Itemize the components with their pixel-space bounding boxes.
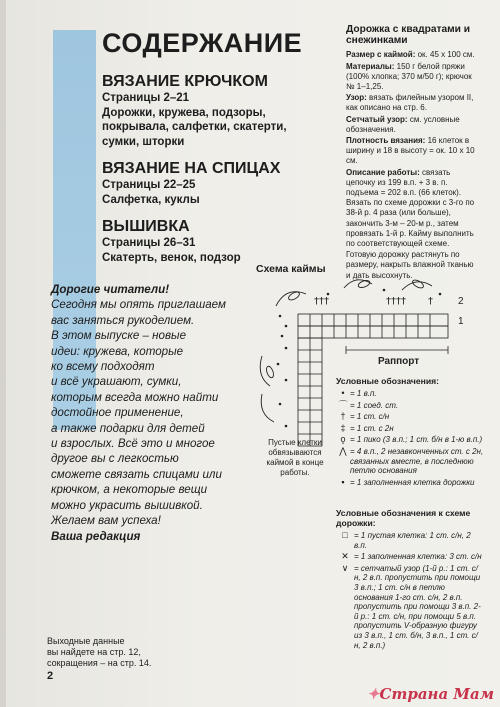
filled-cross-icon: ✕	[341, 551, 349, 562]
greeting-signature: Ваша редакция	[51, 529, 141, 543]
legend-text: = 1 в.п.	[350, 389, 377, 398]
row-label-2: 2	[458, 296, 464, 307]
article-mesh: Сетчатый узор: см. условные обозначения.	[346, 114, 460, 134]
greeting-line: Желаем вам успеха!	[51, 514, 161, 528]
article-materials: Материалы: 150 г белой пряжи (100% хлопка; 370 м/50 г); крючок № 1–1,25.	[346, 61, 472, 92]
greeting-line: и взрослых. Всё это и многое	[51, 437, 215, 451]
legend-text: = 1 ст. с/н	[350, 412, 390, 422]
editorial-greeting	[51, 282, 251, 544]
watermark-star-icon: ✦	[366, 685, 380, 703]
legend-row	[336, 389, 484, 399]
legend-row	[336, 401, 484, 411]
greeting-line: идеи: кружева, которые	[51, 344, 184, 358]
stitch-mark: †††	[314, 296, 329, 307]
page-number: 2	[47, 670, 54, 682]
rapport-label: Раппорт	[378, 356, 420, 367]
imprint-line: сокращения – на стр. 14.	[47, 658, 152, 668]
toc-heading: ВЫШИВКА	[102, 218, 190, 235]
toc-pages: Страницы 26–31	[102, 237, 196, 249]
mesh-pattern-icon: ∨	[341, 562, 349, 573]
greeting-line: В этом выпуске – новые	[51, 329, 187, 343]
legend-text: = сетчатый узор (1-й р.: 1 ст. с/н, 2 в.п. пропустить при помощи 3 в.п.; 1 ст. с/н в петлю основания 1-го ст. с/н, 2 в.п. пропустить при помощи 3 в.п. 2-й р.: 1 ст. с/н, при помощи 5 в.п. пропустить V-образную фигуру из 3 в.п., 1 ст. б/н, 3 в.п., 1 ст. с/н, 2 в.п.)	[354, 563, 481, 650]
schema-title: Схема каймы	[256, 263, 326, 275]
greeting-line: вас заняться рукоделием.	[51, 313, 195, 327]
picot-icon: ǫ	[340, 434, 346, 445]
article-pattern: Узор: вязать филейным узором II, как описано на стр. 6.	[346, 93, 474, 113]
greeting-line: можно украсить вышивкой.	[51, 498, 203, 512]
toc-items: Дорожки, кружева, подзоры, покрывала, салфетки, скатерти, сумки, шторки	[102, 106, 287, 148]
row-label-1: 1	[458, 316, 464, 327]
imprint-line: Выходные данные	[47, 636, 125, 646]
toc-section-crochet	[102, 73, 324, 149]
article-title: Дорожка с квадратами и снежинками	[346, 24, 471, 47]
legend-title: Условные обозначения:	[336, 376, 439, 386]
legend-text: = 1 заполненная клетка дорожки	[350, 477, 475, 487]
article-description: Описание работы: связать цепочку из 199 в.п. + 3 в. п. подъема = 202 в.п. (66 клеток). Вязать по схеме дорожки с 3-го по 38-й р. 4 раза (или больше), закончить 3-м – 20-м р., затем провязать 1-й р. Кайму выполнить по соответствующей схеме.	[346, 167, 475, 249]
toc-items: Салфетка, куклы	[102, 193, 200, 206]
legend-row	[336, 424, 484, 434]
legend-row	[336, 531, 484, 550]
schema-side-note: Пустые клетки обвязываются каймой в конце работы.	[266, 438, 324, 477]
legend-text: = 1 пустая клетка: 1 ст. с/н, 2 в.п.	[354, 531, 471, 550]
stitch-mark: ††††	[386, 296, 406, 307]
greeting-line: крючком, а некоторые вещи	[51, 483, 208, 497]
toc-section-embroidery	[102, 218, 324, 265]
legend-row	[336, 552, 484, 562]
legend-text: = 1 ст. с 2н	[350, 423, 394, 433]
page-title: СОДЕРЖАНИЕ	[102, 28, 303, 58]
greeting-line: сможете связать спицами или	[51, 467, 222, 481]
cluster-icon: ⋀	[339, 445, 347, 456]
imprint-note	[47, 636, 217, 669]
slip-stitch-icon: ⌒	[338, 399, 348, 410]
toc-items: Скатерть, венок, подзор	[102, 251, 241, 264]
table-of-contents	[102, 28, 324, 276]
toc-heading: ВЯЗАНИЕ КРЮЧКОМ	[102, 73, 268, 90]
legend-row	[336, 478, 484, 488]
legend-row	[336, 435, 484, 445]
greeting-line: которым всегда можно найти	[51, 390, 219, 404]
legend-row	[336, 564, 484, 650]
legend-text: = 1 пико (3 в.п.; 1 ст. б/н в 1-ю в.п.)	[350, 435, 483, 445]
legend-text: = 4 в.п., 2 незавконченных ст. с 2н, связанных вместе, в последнюю петлю основания	[350, 446, 484, 476]
legend-border	[336, 376, 484, 489]
greeting-line: и всё украшают, сумки,	[51, 375, 182, 389]
greeting-line: а также подарки для детей	[51, 421, 205, 435]
article-column	[346, 24, 480, 282]
toc-pages: Страницы 22–25	[102, 179, 196, 191]
legend-runner	[336, 508, 484, 652]
greeting-line: достойное применение,	[51, 406, 184, 420]
legend-text: = 1 заполненная клетка: 3 ст. с/н	[354, 552, 482, 562]
page-edge	[0, 0, 6, 707]
legend-row	[336, 447, 484, 476]
article-size: Размер с каймой: ок. 45 х 100 см.	[346, 50, 475, 60]
greeting-line: ко всему подходят	[51, 360, 155, 374]
imprint-line: вы найдете на стр. 12,	[47, 647, 141, 657]
dot-icon: •	[341, 388, 345, 398]
watermark-logo	[367, 685, 494, 703]
empty-cell-icon: □	[342, 530, 348, 540]
toc-section-knitting	[102, 160, 324, 207]
article-density: Плотность вязания: 16 клеток в ширину и 18 в высоту = ок. 10 х 10 см.	[346, 136, 475, 166]
stitch-mark: †	[428, 296, 433, 307]
legend-text: = 1 соед. ст.	[350, 400, 399, 410]
legend-row	[336, 412, 484, 422]
greeting-heading: Дорогие читатели!	[51, 283, 170, 296]
article-finish: Готовую дорожку растянуть по размеру, накрыть влажной тканью и дать высохнуть.	[346, 250, 474, 280]
toc-heading: ВЯЗАНИЕ НА СПИЦАХ	[102, 160, 281, 177]
schema-stitches	[314, 296, 433, 307]
greeting-line: другое вы с легкостью	[51, 452, 179, 466]
greeting-line: Сегодня мы опять приглашаем	[51, 298, 226, 312]
double-crochet-icon: ‡	[340, 422, 346, 433]
watermark-text: Страна Мам	[379, 685, 494, 703]
legend-title: Условные обозначения к схеме дорожки:	[336, 508, 471, 528]
toc-pages: Страницы 2–21	[102, 92, 190, 104]
filled-cell-icon: ▪	[341, 476, 345, 487]
single-crochet-icon: †	[340, 411, 346, 422]
